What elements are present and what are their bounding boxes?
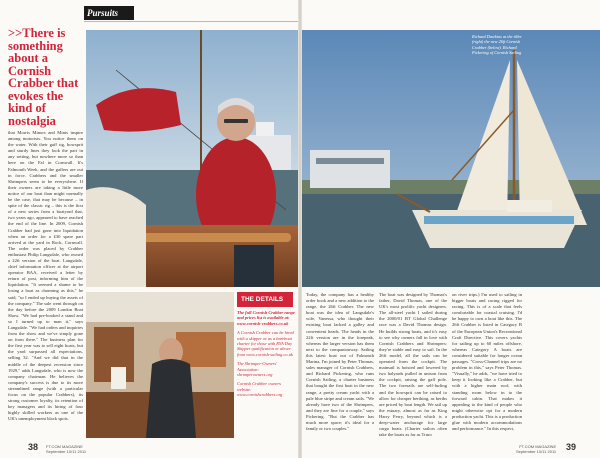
body-column-1: that Morris Minors and Minis inspire among motorists. You notice them on the water. With their gaff rig, bowsprit and sturdy lines they look the part in any setting, but nowhere more so than here on the Fal in Cornwall. It's Falmouth Week, and the gaffers are out in force. Crabbers and the smaller Shrimpers seem to be everywhere. If their owners are taking a little more notice of our boat than might normally be the case, that may be because – in spite of the classic rig – this is the first of a new series from a boatyard that, two years ago, appeared to have reached the end of the line. In 2009, Cornish Crabber had just gone into liquidation when an order for a £30 spare part arrived at the yard in Rock, Cornwall. The order was placed by Crabber enthusiast Philip Langsdale, who owned a 22ft version of the boat. Langsdale, chief information officer at the airport operator BAA, received a letter by return of post, informing him of the liquidation. "It seemed a shame to be losing a boat as charming as this," he said, "so I ended up buying the assets of the company." The sale went through on the day before the 2009 London Boat Show. "We had pre-booked a stand and so I turned up to man it," says Langsdale. "We had orders and inquiries from the show and we've simply gone on from there." The business plan for the first year was to sell eight boats, but the yard surpassed all expectations, selling 32. "And we did that in the middle of the deepest recession since 1929," adds Langsdale, who is now the company chairman. He believes the company's success is due to its more streamlined range (with a particular focus on the popular Crabbers), its strong customer loyalty, its retention of key managers and its hiring of four highly skilled workers as one of the UK's unemployment black spots.	[8, 130, 83, 422]
details-paragraph-1: The full Cornish Crabber range and prices list is available at: www.cornish-crabbers.co.uk	[237, 310, 295, 326]
footer-right-pub: FT.COM MAGAZINE	[519, 444, 557, 449]
footer-right-date: September 10/11 2011	[516, 449, 557, 454]
page-gutter	[298, 0, 302, 458]
details-sidebar	[237, 292, 295, 438]
footer-left-date: September 10/11 2011	[46, 449, 87, 454]
details-paragraph-2: A Cornish Crabber can be hired with a skipper or as a bareboat charter for those with RYA Day Skipper qualification or above from www.cornish-sailing.co.uk	[237, 330, 294, 357]
footer-left-pub: FT.COM MAGAZINE	[46, 444, 83, 449]
top-rule	[84, 21, 298, 22]
footer-right	[516, 444, 556, 454]
crabber-boat-illustration	[302, 30, 600, 287]
photo-caption: Richard Dawkins at the tiller (right) the new 26ft Cornish Crabber (below). Richard Pickering of Cornish Sailing	[472, 34, 522, 56]
page-number-right: 39	[566, 442, 577, 452]
page-number-left: 38	[28, 442, 39, 452]
headline	[8, 27, 83, 127]
body-column-5: on river trips.) I'm used to sailing in bigger boats and racing rigged for racing. This is of a scale that feels comfortable for coastal cruising. I'd be happy to own a boat like this. The 26ft Crabber is listed in Category B of the European Union's Recreational Craft Directive. This covers yachts for sailing up to 60 miles offshore, whereas Category A boats are considered suitable for longer ocean passages. "Cross-Channel trips are no problem in this," says Peter Thomas. "Visually," he adds, "we have tried to keep it looking like a Crabber, but with a higher main roof, with standing room below in to the forward cabin. That makes it appealing to the kind of people who might otherwise opt for a modern production yacht. This is a production glue with modern accommodations and performance." In this respect,	[452, 292, 522, 432]
body-column-3: Today, the company has a healthy order book and a new addition to the range, the 26ft Crabber. The new boat was the idea of Langsdale's wife, Vanessa, who thought their existing boat lacked a galley and convenient heads. The heads in the 22ft version are in the forepeak, whereas the larger version has them next to the companionway. Sailing this latest boat out of Falmouth Marina, I'm joined by Peter Thomas, sales manager of Cornish Crabbers, and Richard Pickering, who runs Cornish Sailing, a charter business that bought the first boat in the new range, a pretty cream yacht with a pale blue stripe and cream sails. "We already have two of the Shrimpers, and they are fine for a couple," says Pickering. "But the Crabber has much more space; it's ideal for a family or two couples."	[306, 292, 374, 432]
details-paragraph-4: Cornish Crabber owners website: www.cornishcrabbers.org	[237, 381, 283, 398]
details-paragraph-3: The Shrimper-Owners' Association: shrimperowners.org	[237, 361, 278, 378]
body-column-4: The boat was designed by Thomas's father, David Thomas, one of the UK's most prolific yacht designers. The all-steel yacht I sailed during the 2000/01 BT Global Challenge race was a David Thomas design. He builds strong boats, and it's easy to see why owners fall in love with Cornish Crabbers and Shrimpers: they're stable and easy to sail. In the 26ft model, all the sails can be operated from the cockpit. The mainsail is hoisted and lowered by two halyards pulled in unison from the cockpit, raising the gaff pole. The two foresails are self-furling and the bowsprit can be raised to allow for cheaper berthing, as berths are priced by boat length. We sail up the estuary, almost as far as King Harry Ferry, beyond which is a deep-water anchorage for large cargo boats. (Charter sailors often take the boats as far as Truro	[379, 292, 447, 438]
main-photo	[86, 30, 298, 287]
cabin-photo	[86, 292, 234, 438]
section-tag: Pursuits	[84, 6, 134, 20]
cabin-interior-illustration	[86, 292, 234, 438]
arrow-icon: >>	[8, 26, 23, 40]
headline-text: There is something about a Cornish Crabber that evokes the kind of nostalgia	[8, 26, 79, 128]
sailing-photo-illustration	[86, 30, 298, 287]
boat-photo	[302, 30, 600, 287]
footer-left	[46, 444, 86, 454]
details-heading: THE DETAILS	[237, 292, 293, 307]
